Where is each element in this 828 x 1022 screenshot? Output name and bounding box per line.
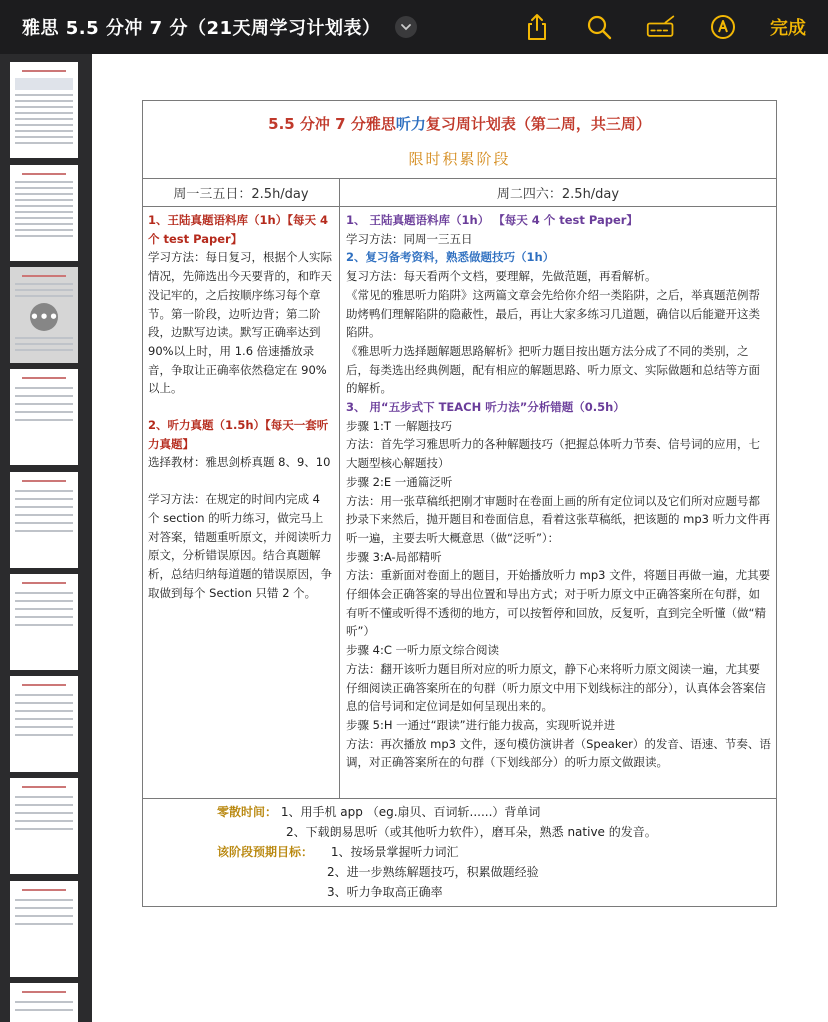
step-4-body: 方法：翻开该听力题目所对应的听力原文，静下心来将听力原文阅读一遍，尤其要仔细阅读正确答案所在的句群（听力原文中用下划线标注的部分），认真体会答案信息的信号词和定位词是如何呈现出来的。 xyxy=(346,661,766,714)
more-options-button[interactable]: ••• xyxy=(30,303,58,331)
share-icon[interactable] xyxy=(522,12,552,42)
right-section-2-p2: 《常见的雅思听力陷阱》这两篇文章会先给你介绍一类陷阱，之后，举真题范例帮助烤鸭们理解陷阱的隐蔽性，最后，再让大家多练习几道题，确信以后能避开这类陷阱。 xyxy=(346,287,760,340)
page-thumbnail[interactable] xyxy=(10,472,78,568)
spare-time-row-2 xyxy=(143,822,776,842)
goal-item-1: 1、按场景掌握听力词汇 xyxy=(330,845,459,859)
page-thumbnail[interactable] xyxy=(10,369,78,465)
page-thumbnail[interactable] xyxy=(10,62,78,158)
left-section-2-title: 2、听力真题（1.5h）【每天一套听力真题】 xyxy=(148,418,329,451)
page-thumbnail[interactable] xyxy=(10,165,78,261)
column-header-right: 周二四六：2.5h/day xyxy=(496,187,620,202)
spare-time-item-1: 1、用手机 app （eg.扇贝、百词斩......）背单词 xyxy=(280,805,541,819)
goal-row-3 xyxy=(143,882,776,902)
plan-title-suffix: 复习周计划表（第二周，共三周） xyxy=(425,115,651,133)
goal-label: 该阶段预期目标： xyxy=(217,845,314,859)
right-section-2-p1: 复习方法：每天看两个文档，要理解，先做范题，再看解析。 xyxy=(346,269,657,284)
plan-subtitle: 限时积累阶段 xyxy=(408,150,511,168)
page-thumbnail[interactable] xyxy=(10,778,78,874)
goal-row xyxy=(143,842,776,862)
left-section-1-body: 学习方法：每日复习，根据个人实际情况，先筛选出今天要背的，和昨天没记牢的，之后按顺序练习每个章节。第一阶段，边听边背；第二阶段，边默写边读。默写正确率达到 90%以上时，用 1.6 倍速播放录音，争取让正确率依然稳定在 90%以上。 xyxy=(148,250,332,396)
spare-time-label: 零散时间： xyxy=(217,805,278,819)
markup-icon[interactable] xyxy=(646,12,676,42)
page-thumbnail[interactable] xyxy=(10,881,78,977)
spare-time-row xyxy=(143,802,776,822)
page-thumbnail-sidebar[interactable] xyxy=(0,54,88,1022)
step-3-body: 方法：重新面对卷面上的题目，开始播放听力 mp3 文件，将题目再做一遍，尤其要仔细体会正确答案的导出位置和导出方式；对于听力原文中正确答案所在句群，如有听不懂或听得不透彻的地方，可以按暂停和回放，反复听，直到完全听懂（做“精听”） xyxy=(346,568,771,639)
spare-time-item-2: 2、下载朗易思听（或其他听力软件），磨耳朵，熟悉 native 的发音。 xyxy=(286,825,657,839)
document-page[interactable] xyxy=(92,54,828,1022)
table-body xyxy=(143,207,776,799)
right-section-1-title: 1、 王陆真题语料库（1h） 【每天 4 个 test Paper】 xyxy=(346,213,638,227)
done-button[interactable]: 完成 xyxy=(770,18,806,39)
top-toolbar xyxy=(0,0,828,54)
goal-item-3: 3、听力争取高正确率 xyxy=(327,885,443,899)
left-section-2-material: 选择教材：雅思剑桥真题 8、9、10 xyxy=(148,455,331,470)
right-section-3-title: 3、 用“五步式下 TEACH 听力法”分析错题（0.5h） xyxy=(346,400,625,415)
step-1-title: 步骤 1:T 一解题技巧 xyxy=(346,418,453,433)
toolbar-actions xyxy=(522,0,806,54)
search-icon[interactable] xyxy=(584,12,614,42)
right-column xyxy=(340,207,776,798)
page-thumbnail[interactable] xyxy=(10,574,78,670)
step-2-title: 步骤 2:E 一通篇泛听 xyxy=(346,474,453,489)
goal-item-2: 2、进一步熟练解题技巧，积累做题经验 xyxy=(327,865,539,879)
pen-icon[interactable] xyxy=(708,12,738,42)
step-4-title: 步骤 4:C 一听力原文综合阅读 xyxy=(346,643,500,658)
page-thumbnail[interactable] xyxy=(10,983,78,1022)
table-header xyxy=(143,101,776,179)
chevron-down-icon[interactable] xyxy=(395,16,417,38)
plan-title-highlight: 听力 xyxy=(395,115,426,133)
plan-title-prefix: 5.5 分冲 7 分雅思 xyxy=(268,115,396,133)
page-thumbnail[interactable] xyxy=(10,676,78,772)
study-plan-table xyxy=(142,100,777,907)
column-header-left: 周一三五日：2.5h/day xyxy=(143,179,340,206)
step-5-title: 步骤 5:H 一通过“跟读”进行能力拔高，实现听说并进 xyxy=(346,717,616,732)
goal-row-2 xyxy=(143,862,776,882)
step-1-body: 方法：首先学习雅思听力的各种解题技巧（把握总体听力节奏、信号词的应用，七大题型核心解题技） xyxy=(346,437,760,471)
left-column xyxy=(143,207,340,798)
step-5-body: 方法：再次播放 mp3 文件，逐句模仿演讲者（Speaker）的发音、语速、节奏、语调，对正确答案所在的句群（下划线部分）的听力原文做跟读。 xyxy=(346,736,771,770)
step-2-body: 方法：用一张草稿纸把刚才审题时在卷面上画的所有定位词以及它们所对应题号都抄录下来然后，抛开题目和卷面信息，看着这张草稿纸，把该题的 mp3 听力文件再听一遍，主要去听大概意思（做“泛听”）： xyxy=(346,493,771,545)
table-footer xyxy=(143,799,776,906)
right-section-2-p3: 《雅思听力选择题解题思路解析》把听力题目按出题方法分成了不同的类别，之后，每类选出经典例题，配有相应的解题思路、听力原文、实际做题和总结等方面的解析。 xyxy=(346,343,760,396)
right-section-2-title: 2、复习备考资料，熟悉做题技巧（1h） xyxy=(346,250,555,265)
column-headers xyxy=(143,179,776,207)
left-section-2-body: 学习方法：在规定的时间内完成 4 个 section 的听力练习，做完马上对答案，错题重听原文，并阅读听力原文，分析错误原因。结合真题解析，总结归纳每道题的错误原因，争取做到每个 Section 只错 2 个。 xyxy=(148,492,332,600)
left-section-1-title: 1、王陆真题语料库（1h）【每天 4 个 test Paper】 xyxy=(148,213,328,246)
plan-title xyxy=(143,101,776,134)
page-thumbnail-selected[interactable] xyxy=(10,267,78,363)
right-section-1-method: 学习方法：同周一三五日 xyxy=(346,231,473,246)
document-title[interactable]: 雅思 5.5 分冲 7 分（21天周学习计划表） xyxy=(22,18,381,39)
step-3-title: 步骤 3:A-局部精听 xyxy=(346,549,442,564)
